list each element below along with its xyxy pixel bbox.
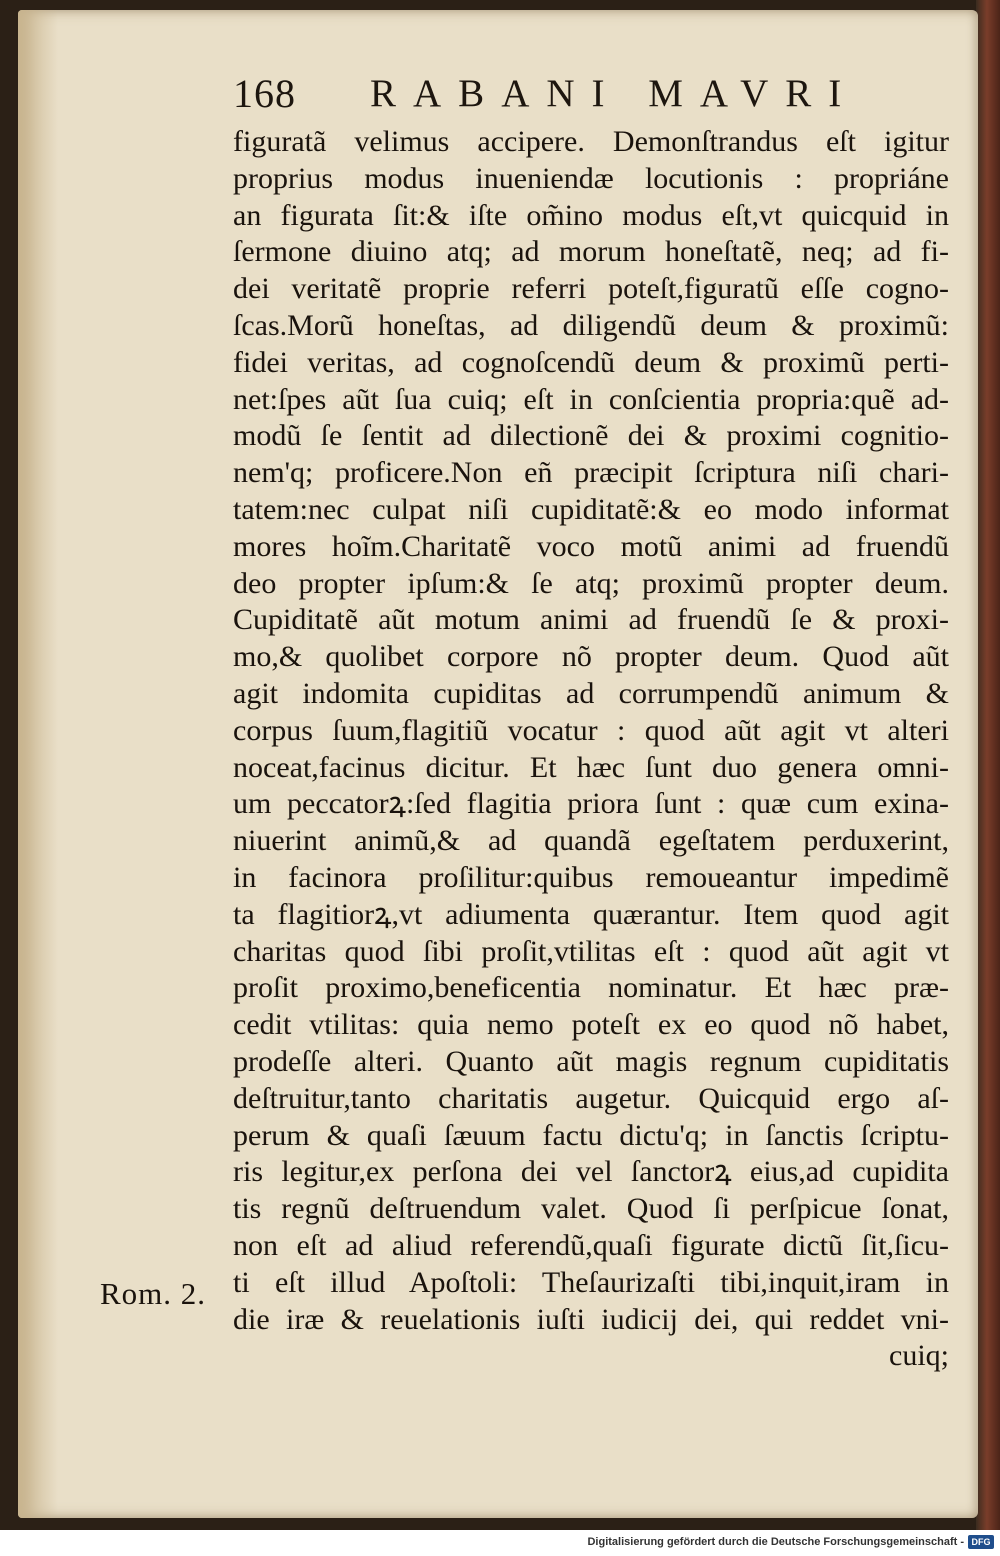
marginal-note: Rom. 2. [100, 1276, 207, 1311]
text-line: cedit vtilitas: quia nemo poteſt ex eo quod nõ habet, [233, 1008, 949, 1042]
page-number: 168 [233, 71, 296, 116]
body-text [233, 124, 949, 1375]
text-line: ti eſt illud Apoſtoli: Theſaurizaſti tibi,inquit,iram in [233, 1265, 949, 1299]
funding-credit: Digitalisierung gefördert durch die Deutsche Forschungsgemeinschaft - [587, 1536, 964, 1548]
text-line: um peccatorꝝ:ſed flagitia priora ſunt : quæ cum exina- [233, 787, 949, 821]
text-line: non eſt ad aliud referendũ,quaſi figurate dictũ ſit,ſicu- [233, 1228, 949, 1262]
text-line: in facinora proſilitur:quibus remoueantur impedimẽ [233, 860, 949, 894]
text-line: deo propter ipſum:& ſe atq; proximũ propter deum. [233, 566, 949, 600]
text-line: noceat,facinus dicitur. Et hæc ſunt duo genera omni- [233, 750, 949, 784]
text-line: cuiq; [889, 1339, 949, 1373]
running-title: RABANI MAVRI [370, 72, 859, 115]
text-line: mores hoĩm.Charitatẽ voco motũ animi ad fruendũ [233, 529, 949, 563]
text-line: mo,& quolibet corpore nõ propter deum. Quod aũt [233, 640, 949, 674]
text-line: net:ſpes aũt ſua cuiq; eſt in conſcientia propria:quẽ ad- [233, 382, 949, 416]
text-line: ta flagitiorꝝ,vt adiumenta quærantur. Item quod agit [233, 897, 949, 931]
footer-bar [0, 1530, 1000, 1556]
page-header [233, 72, 873, 116]
text-line: agit indomita cupiditas ad corrumpendũ animum & [233, 676, 949, 710]
book-edge [976, 0, 1000, 1530]
text-line: an figurata ſit:& iſte om̃ino modus eſt,vt quicquid in [233, 198, 949, 232]
text-line: tatem:nec culpat niſi cupiditatẽ:& eo modo informat [233, 492, 949, 526]
dfg-logo-icon: DFG [968, 1535, 994, 1549]
text-line: die iræ & reuelationis iuſti iudicij dei, qui reddet vni- [233, 1302, 949, 1336]
text-line: niuerint animũ,& ad quandã egeſtatem perduxerint, [233, 824, 949, 858]
text-line: tis regnũ deſtruendum valet. Quod ſi perſpicue ſonat, [233, 1192, 949, 1226]
text-line: prodeſſe alteri. Quanto aũt magis regnum cupiditatis [233, 1044, 949, 1078]
page-gutter [18, 10, 58, 1518]
text-line: ſermone diuino atq; ad morum honeſtatẽ, neq; ad fi- [233, 235, 949, 269]
text-line: dei veritatẽ proprie referri poteſt,figuratũ eſſe cogno- [233, 272, 949, 306]
text-line: deſtruitur,tanto charitatis augetur. Quicquid ergo aſ- [233, 1081, 949, 1115]
text-line: proſit proximo,beneficentia nominatur. Et hæc præ- [233, 971, 949, 1005]
text-line: corpus ſuum,flagitiũ vocatur : quod aũt agit vt alteri [233, 713, 949, 747]
text-line: ris legitur,ex perſona dei vel ſanctorꝝ eius,ad cupidita [233, 1155, 949, 1189]
text-line: proprius modus inueniendæ locutionis : propriáne [233, 161, 949, 195]
text-line: fidei veritas, ad cognoſcendũ deum & proximũ perti- [233, 345, 949, 379]
text-line: charitas quod ſibi proſit,vtilitas eſt : quod aũt agit vt [233, 934, 949, 968]
text-line: figuratã velimus accipere. Demonſtrandus eſt igitur [233, 125, 949, 158]
text-line: nem'q; proficere.Non eñ præcipit ſcriptura niſi chari- [233, 456, 949, 490]
text-line: Cupiditatẽ aũt motum animi ad fruendũ ſe & proxi- [233, 603, 949, 637]
text-line: perum & quaſi ſæuum factu dictu'q; in ſanctis ſcriptu- [233, 1118, 949, 1152]
text-line: ſcas.Morũ honeſtas, ad diligendũ deum & proximũ: [233, 308, 949, 342]
text-line: modũ ſe ſentit ad dilectionẽ dei & proximi cognitio- [233, 419, 949, 453]
